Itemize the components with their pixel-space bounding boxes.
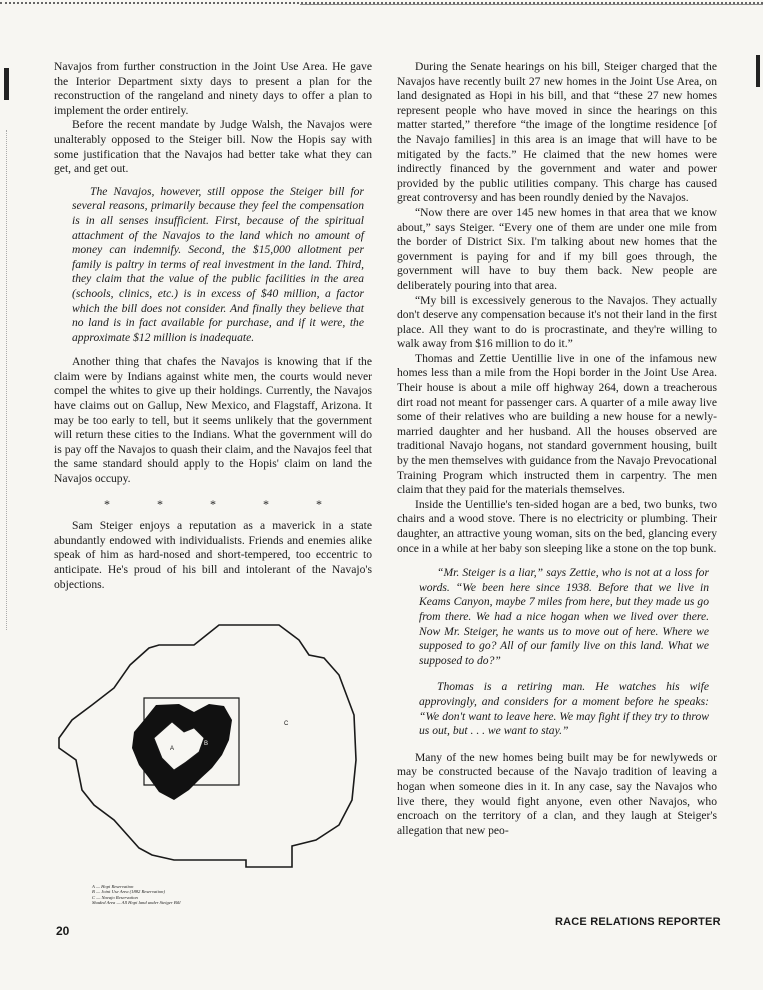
section-separator: * * * * * xyxy=(104,496,344,511)
running-title: RACE RELATIONS REPORTER xyxy=(555,916,721,928)
paragraph: “Now there are over 145 new homes in that area that we know about,” says Steiger. “Every one of them are under one mile from the border of District Six. I'm talking about new homes that the government is paying for and if my bill goes through, the government will have to buy them back. New people are deliberately pouring into that area. xyxy=(397,205,717,292)
paragraph: Many of the new homes being built may be for newlyweds or may be constructed because of the Navajo tradition of leaving a hogan when someone dies in it. In any case, say the Navajos who live there, they would fight anyone, even other Navajos, who encroach on the territory of a clan, and they laugh at Steiger's allegation that new peo- xyxy=(397,750,717,837)
left-margin-mark xyxy=(4,68,9,100)
map-label-c: C xyxy=(284,721,289,727)
legend-item: B — Joint Use Area (1882 Reservation) xyxy=(92,889,165,895)
page-number: 20 xyxy=(56,924,70,938)
legend-item: C — Navajo Reservation xyxy=(92,894,138,900)
legend-item: Shaded Area — All Hopi land under Steiger Bill xyxy=(92,900,181,906)
paragraph: Another thing that chafes the Navajos is knowing that if the claim were by Indians against white men, the courts would never compel the whites to give up their holdings. Currently, the Navajos have claims out on Gallup, New Mexico, and Flagstaff, Arizona. It may be too early to tell, but it seems unlikely that the government will return these cities to the Indians. What the government will do is pay off the Navajos to quash their claim, and the Navajos feel that the same standard should apply to the Hopis' claim on land the Navajos occupy. xyxy=(54,355,372,486)
paragraph: Thomas and Zettie Uentillie live in one of the infamous new homes less than a mile from the Hopi border in the Joint Use Area. Their house is about a mile off highway 264, down a treacherous dirt road not meant for passenger cars. A quarter of a mile away live some of their relatives who are building a new house for a newly-married daughter and her husband. All the houses observed are traditional Navajo hogans, not standard government housing, built by the men themselves with guidance from the Navajo Prevocational Training Program which instructed them in carpentry. The men claim that they paid for the materials themselves. xyxy=(397,351,717,497)
right-margin-mark xyxy=(756,55,760,87)
pull-quote: Thomas is a retiring man. He watches his wife approvingly, and considers for a moment before he speaks: “We don't want to leave here. We may fight if they try to throw us out, but . . . we want to stay.” xyxy=(419,680,709,738)
legend-item: A — Hopi Reservation xyxy=(92,884,134,889)
paragraph: During the Senate hearings on his bill, Steiger charged that the Navajos have recently built 27 new homes in the Joint Use Area, on land designated as Hopi in his bill, and that “these 27 new homes represent people who have moved in since the hearings on this matter started,” therefore “the image of the longtime residence [of the Navajo families] in this area is an image that will have to be mitigated by the facts.” He claimed that the new homes were indirectly financed by the government and water and power provided by the public utilities company. This charge has caused great controversy and has been roundly denied by the Navajos. xyxy=(397,60,717,205)
top-rule xyxy=(300,4,763,5)
left-margin-dots xyxy=(6,130,7,630)
paragraph: Sam Steiger enjoys a reputation as a maverick in a state abundantly endowed with individualists. Friends and enemies alike speak of him as hard-nosed and short-tempered, too eccentric to anticipate. He's proud of his bill and intolerant of the Navajo's objections. xyxy=(54,519,372,591)
pull-quote: The Navajos, however, still oppose the Steiger bill for several reasons, primarily because they feel the compensation is in all senses insufficient. First, because of the spiritual attachment of the Navajos to the land which no amount of money can indemnify. Second, the $15,000 allotment per family is paltry in terms of real investment in the land. Third, they claim that the value of the public facilities in the area (schools, clinics, etc.) is in excess of $40 million, a factor which the bill does not consider. And finally they believe that no land is in fact available for purchase, and if it were, the approximate $12 million is inadequate. xyxy=(72,184,364,344)
right-column xyxy=(397,60,717,838)
paragraph: Before the recent mandate by Judge Walsh, the Navajos were unalterably opposed to the Steiger bill. Now the Hopis say with some justification that the Navajos had better take what they can get, and get out. xyxy=(54,118,372,176)
map-label-a: A xyxy=(170,746,175,752)
map-legend xyxy=(92,884,292,906)
paragraph: Navajos from further construction in the Joint Use Area. He gave the Interior Department sixty days to present a plan for the reconstruction of the rangeland and ninety days to offer a plan to implement the order entirely. xyxy=(54,60,372,117)
paragraph: “My bill is excessively generous to the Navajos. They actually don't deserve any compensation because it's not their land in the first place. All they want to do is procrastinate, and they're willing to walk away from $16 million to do it.” xyxy=(397,293,717,351)
left-column xyxy=(54,60,372,592)
reservation-map xyxy=(54,620,384,880)
pull-quote: “Mr. Steiger is a liar,” says Zettie, who is not at a loss for words. “We been here since 1938. Before that we live in Keams Canyon, maybe 7 miles from here, but they made us go from there. We had a nice hogan when we lived over there. Now Mr. Steiger, he wants us to move out of here. Where we supposed to go? All of our family live on this land. What we supposed to do?” xyxy=(419,566,709,667)
paragraph: Inside the Uentillie's ten-sided hogan are a bed, two bunks, two chairs and a wood stove. There is no electricity or plumbing. Their daughter, an attractive young woman, sits on the bed, glancing every once in a while at her baby son sleeping like a stone on the top bunk. xyxy=(397,497,717,555)
map-label-b: B xyxy=(204,741,209,747)
